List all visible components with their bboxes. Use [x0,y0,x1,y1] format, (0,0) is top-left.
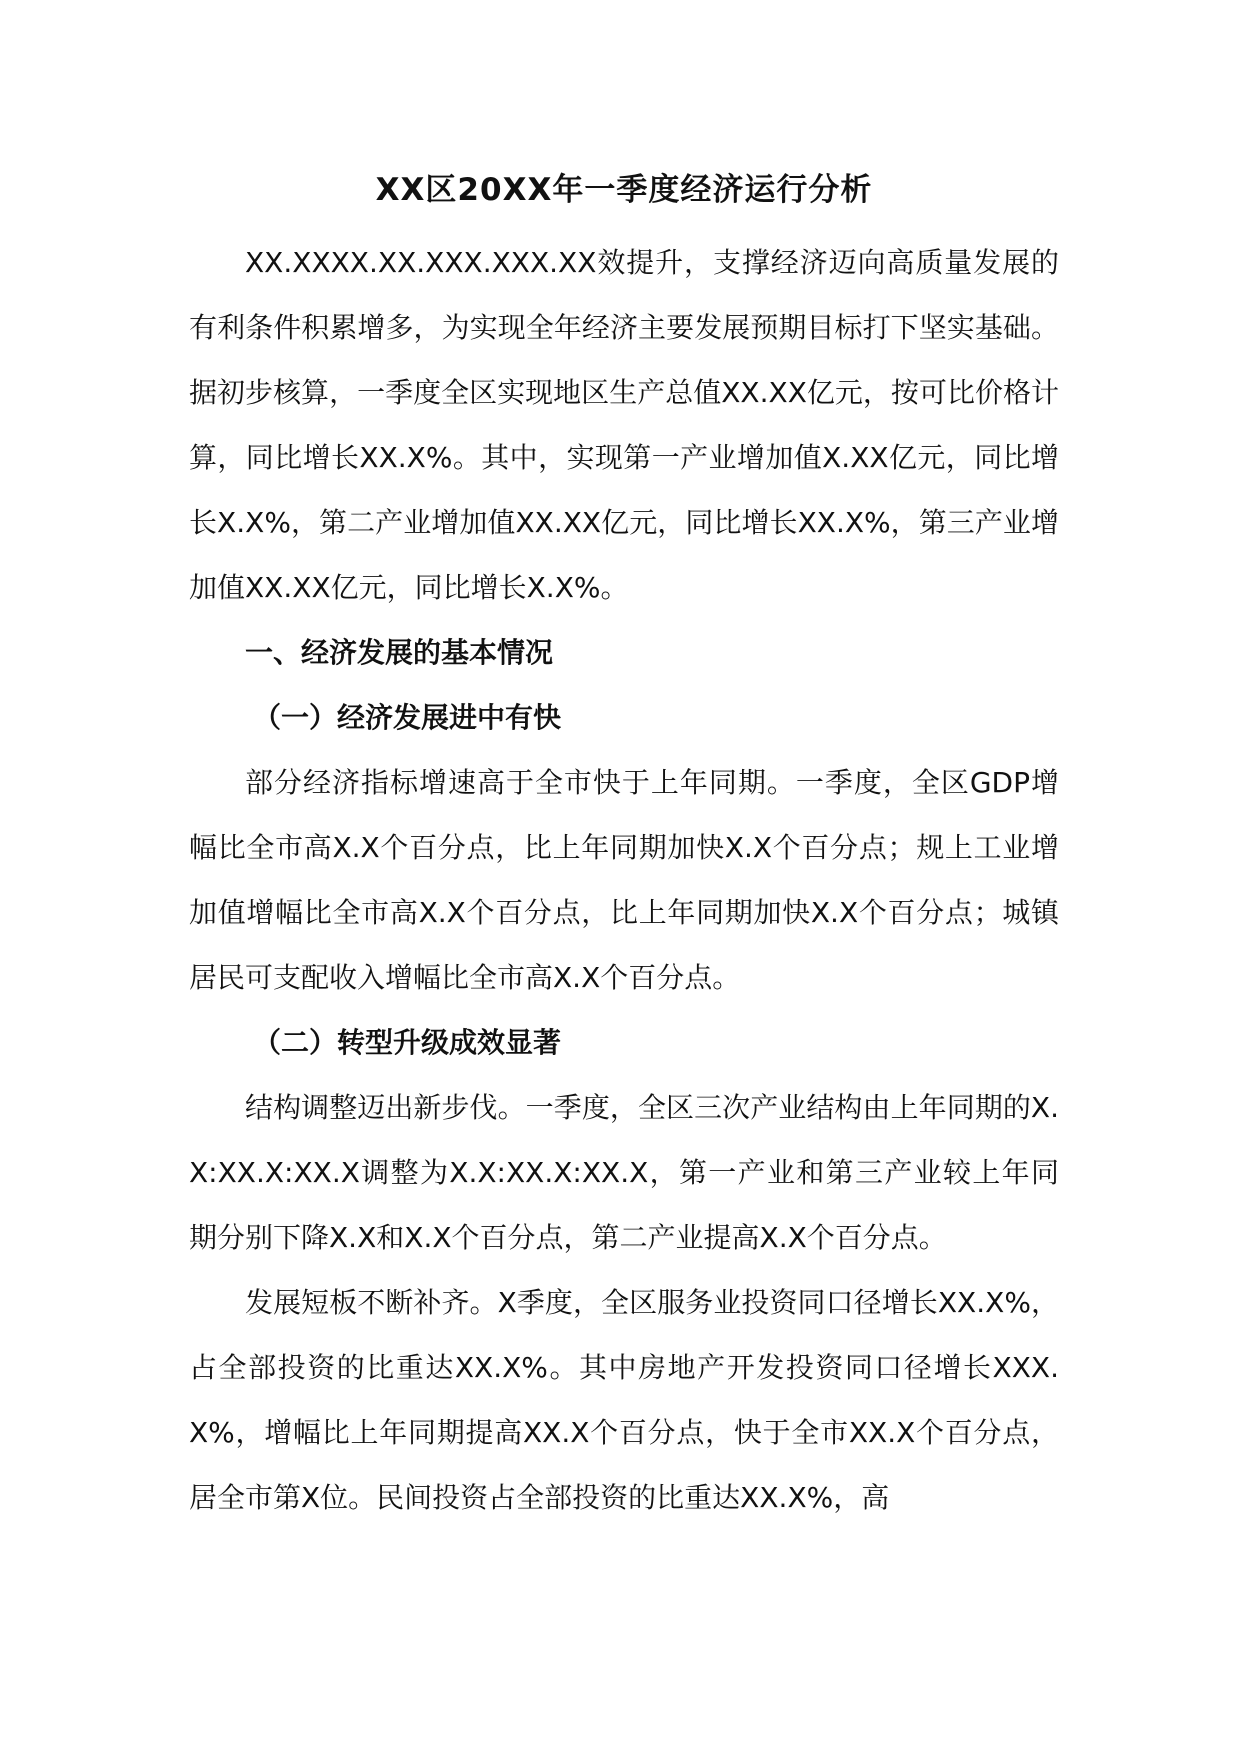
growth-paragraph: 部分经济指标增速高于全市快于上年同期。一季度，全区GDP增幅比全市高X.X个百分点，比上年同期加快X.X个百分点；规上工业增加值增幅比全市高X.X个百分点，比上年同期加快X.X个百分点；城镇居民可支配收入增幅比全市高X.X个百分点。 [189,766,1059,994]
subsection-heading-1: （一）经济发展进中有快 [253,701,562,734]
structure-paragraph: 结构调整迈出新步伐。一季度，全区三次产业结构由上年同期的X.X:XX.X:XX.X调整为X.X:XX.X:XX.X，第一产业和第三产业较上年同期分别下降X.X和X.X个百分点，第二产业提高X.X个百分点。 [189,1091,1059,1254]
intro-paragraph: XX.XXXX.XX.XXX.XXX.XX效提升，支撑经济迈向高质量发展的有利条件积累增多，为实现全年经济主要发展预期目标打下坚实基础。据初步核算，一季度全区实现地区生产总值XX.XX亿元，按可比价格计算，同比增长XX.X%。其中，实现第一产业增加值X.XX亿元，同比增长X.X%，第二产业增加值XX.XX亿元，同比增长XX.X%，第三产业增加值XX.XX亿元，同比增长X.X%。 [189,246,1059,604]
document-page [189,150,1059,1530]
subsection-heading-2: （二）转型升级成效显著 [253,1026,562,1059]
document-body [189,230,1059,1530]
section-heading-1: 一、经济发展的基本情况 [245,636,554,669]
investment-paragraph: 发展短板不断补齐。X季度，全区服务业投资同口径增长XX.X%，占全部投资的比重达XX.X%。其中房地产开发投资同口径增长XXX.X%，增幅比上年同期提高XX.X个百分点，快于全市XX.X个百分点，居全市第X位。民间投资占全部投资的比重达XX.X%，高 [189,1286,1059,1514]
document-title: XX区20XX年一季度经济运行分析 [375,172,873,208]
